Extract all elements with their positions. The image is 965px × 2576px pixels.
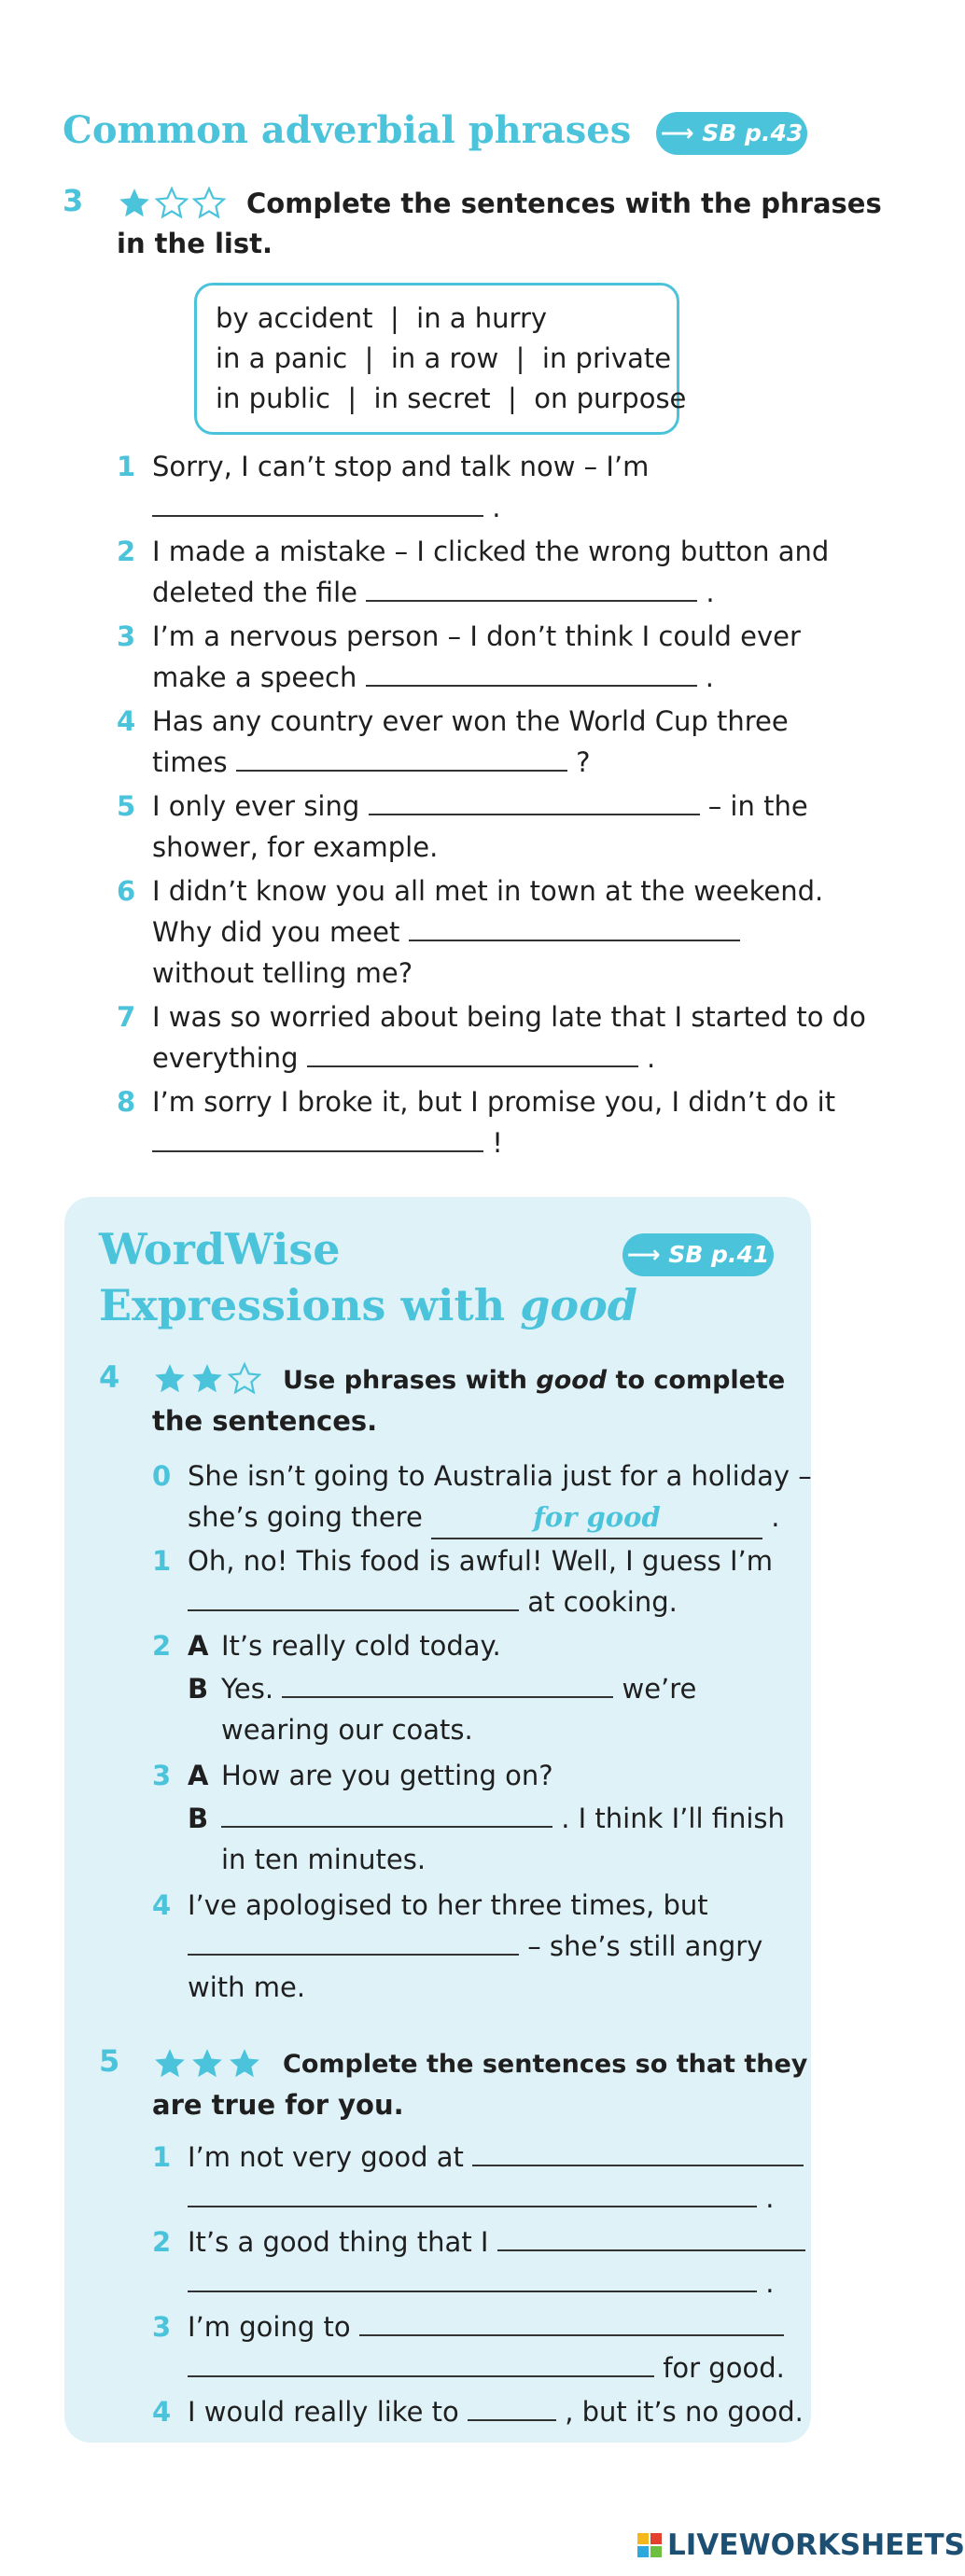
list-item: 1 Oh, no! This food is awful! Well, I guess I’m at cooking.	[152, 1545, 773, 1618]
answer-blank[interactable]	[188, 2181, 757, 2207]
list-item: 7 I was so worried about being late that I started to do everything .	[117, 1001, 866, 1074]
answer-blank[interactable]	[366, 576, 697, 602]
exercise-number: 5	[99, 2043, 120, 2079]
difficulty-stars	[152, 1361, 262, 1397]
star-empty-icon	[154, 186, 189, 221]
list-item: 3 A How are you getting on? B . I think I’ll finish in ten minutes.	[152, 1760, 785, 1875]
answer-blank[interactable]	[307, 1041, 638, 1067]
exercise-number: 4	[99, 1359, 120, 1395]
list-item: 1 Sorry, I can’t stop and talk now – I’m .	[117, 451, 650, 523]
exercise-instruction-cont: are true for you.	[152, 2089, 404, 2121]
panel-subtitle: Expressions with good	[99, 1280, 637, 1330]
star-filled-icon	[117, 186, 152, 221]
logo-mark-icon	[637, 2533, 662, 2557]
sb-reference-badge: ⟶ SB p.43	[656, 112, 807, 155]
liveworksheets-logo	[637, 2528, 965, 2562]
list-item: 2 A It’s really cold today. B Yes. we’re wearing our coats.	[152, 1630, 697, 1746]
star-filled-icon	[189, 1361, 225, 1397]
footer-brand: LIVEWORKSHEETS	[667, 2528, 965, 2562]
exercise-instruction: Use phrases with good to complete	[283, 1366, 786, 1395]
list-item: 3 I’m going to for good.	[152, 2311, 785, 2384]
example-answer: for good	[431, 1497, 762, 1539]
star-filled-icon	[152, 1361, 188, 1397]
list-item: 1 I’m not very good at .	[152, 2137, 787, 2219]
answer-blank[interactable]	[282, 1672, 613, 1698]
star-empty-icon	[191, 186, 227, 221]
sb-reference-badge: ⟶ SB p.41	[622, 1233, 774, 1276]
word-list-row: in a panic | in a row | in private	[216, 342, 672, 374]
answer-blank[interactable]	[152, 491, 483, 517]
list-item: 4 Has any country ever won the World Cup three times ?	[117, 705, 789, 778]
answer-blank[interactable]	[468, 2395, 556, 2421]
exercise-number: 3	[63, 183, 84, 218]
list-item: 4 I’ve apologised to her three times, but – she’s still angry with me.	[152, 1889, 763, 2003]
answer-blank[interactable]	[188, 2266, 757, 2292]
panel-title: WordWise	[99, 1224, 341, 1274]
list-item: 0 She isn’t going to Australia just for a holiday – she’s going there for good .	[152, 1455, 787, 1538]
answer-blank[interactable]	[152, 1126, 483, 1152]
answer-blank[interactable]	[188, 1585, 519, 1611]
star-filled-icon	[152, 2046, 188, 2082]
exercise-instruction: Complete the sentences so that they	[283, 2050, 808, 2079]
exercise-instruction: Complete the sentences with the phrases	[246, 188, 882, 219]
star-empty-icon	[227, 1361, 262, 1397]
answer-blank[interactable]	[369, 789, 700, 815]
answer-blank[interactable]	[188, 2351, 654, 2377]
answer-blank[interactable]	[497, 2225, 805, 2251]
difficulty-stars	[152, 2046, 262, 2082]
answer-blank[interactable]	[236, 745, 567, 772]
word-list-row: by accident | in a hurry	[216, 302, 548, 334]
answer-blank[interactable]	[472, 2140, 804, 2166]
star-filled-icon	[227, 2046, 262, 2082]
section-title: Common adverbial phrases	[63, 108, 632, 152]
list-item: 4 I would really like to , but it’s no good.	[152, 2396, 804, 2428]
answer-blank[interactable]	[359, 2310, 784, 2336]
exercise-instruction-cont: in the list.	[117, 228, 273, 259]
list-item: 5 I only ever sing – in the shower, for example.	[117, 790, 808, 863]
difficulty-stars	[117, 186, 227, 221]
answer-blank[interactable]	[366, 661, 697, 687]
list-item: 6 I didn’t know you all met in town at the weekend. Why did you meet without telling me?	[117, 875, 824, 989]
list-item: 8 I’m sorry I broke it, but I promise you, I didn’t do it !	[117, 1086, 836, 1159]
answer-blank[interactable]	[221, 1802, 552, 1828]
word-list-row: in public | in secret | on purpose	[216, 383, 687, 414]
list-item: 2 I made a mistake – I clicked the wrong button and deleted the file .	[117, 536, 830, 608]
answer-blank[interactable]	[409, 915, 740, 941]
star-filled-icon	[189, 2046, 225, 2082]
answer-blank[interactable]	[188, 1929, 519, 1956]
list-item: 3 I’m a nervous person – I don’t think I could ever make a speech .	[117, 620, 801, 693]
list-item: 2 It’s a good thing that I .	[152, 2221, 787, 2304]
exercise-instruction-cont: the sentences.	[152, 1405, 378, 1437]
word-list-box	[194, 283, 687, 435]
